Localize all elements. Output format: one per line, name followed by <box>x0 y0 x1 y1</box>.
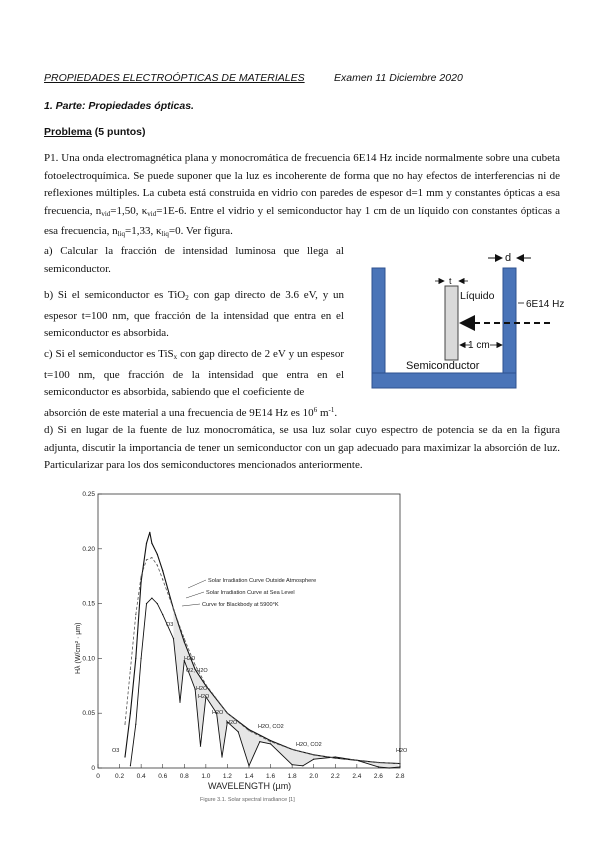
qc-sup-1: 6 <box>313 405 318 414</box>
y-tick-label: 0.15 <box>82 600 95 608</box>
series-point-1 <box>157 554 158 555</box>
glass-wall-left <box>372 268 385 388</box>
series-point-2 <box>259 741 260 742</box>
x-tick-label: 0.6 <box>158 773 168 780</box>
absorption-annotation: H2O <box>196 686 208 692</box>
x-tick-label: 0 <box>96 773 100 780</box>
absorption-annotation: H2O, CO2 <box>296 742 322 748</box>
series-point-2 <box>141 658 142 659</box>
semiconductor-label: Semiconductor <box>406 360 480 372</box>
series-point-2 <box>135 724 136 725</box>
p1-text-1: P1. Una onda electromagnética plana y monocromática de frecuencia 6E14 Hz incide normalmente sobre una cubeta fotoelectroquímica. Se puede suponer que la luz es incoherente de forma que no hay efectos de interferencias ni de reflexiones múltiples. La cubeta está construida en vidrio con paredes de espesor d=1 mm y constantes ópticas a esa frecuencia, n <box>44 152 560 217</box>
series-point-2 <box>335 756 336 757</box>
series-point-3 <box>151 557 152 558</box>
absorption-annotation: O3 <box>112 748 120 754</box>
x-tick-label: 0.2 <box>115 773 125 780</box>
x-tick-label: 2.4 <box>352 773 362 780</box>
series-point-2 <box>270 743 271 744</box>
absorption-annotation: O3 <box>166 622 174 628</box>
series-point-2 <box>130 765 131 766</box>
series-point-3 <box>135 614 136 615</box>
series-point-3 <box>173 609 174 610</box>
series-point-1 <box>130 713 131 714</box>
x-tick-label: 0.4 <box>136 773 146 780</box>
problem-statement <box>44 150 560 244</box>
p1-sub-4: liq <box>161 230 169 239</box>
p1-text-5: =0. Ver figura. <box>168 225 233 238</box>
series-point-2 <box>173 638 174 639</box>
series-point-1 <box>146 543 147 544</box>
x-tick-label: 2.0 <box>309 773 319 780</box>
problem-points: (5 puntos) <box>94 126 146 138</box>
qc-text-1: c) Si el semiconductor es TiS <box>44 348 174 360</box>
series-point-3 <box>130 669 131 670</box>
exam-date: Examen 11 Diciembre 2020 <box>334 72 463 84</box>
series-point-1 <box>149 532 150 533</box>
series-point-2 <box>221 756 222 757</box>
section-title: 1. Parte: Propiedades ópticas. <box>44 100 194 112</box>
qc-last-line <box>44 402 384 423</box>
series-point-3 <box>399 763 400 764</box>
absorption-annotation: H2O <box>226 720 238 726</box>
chart-caption: Figure 3.1. Solar spectral irradiance [1] <box>200 797 295 803</box>
series-point-1 <box>184 641 185 642</box>
problem-title: Problema <box>44 126 92 138</box>
liquid-label: Líquido <box>460 290 495 302</box>
absorption-annotation: O2, H2O <box>186 668 208 674</box>
legend-leader <box>182 604 200 606</box>
series-point-2 <box>389 767 390 768</box>
semiconductor-plate <box>445 286 458 360</box>
question-d: d) Si en lugar de la fuente de luz monocromática, se usa luz solar cuyo espectro de potencia se da en la figura adjunta, discutir la importancia de tener un semiconductor con un gap adecuado para maximizar la absorción de luz. Particularizar para los dos semiconductores mencionados anteriormente. <box>44 424 560 472</box>
question-c <box>44 346 344 422</box>
series-point-3 <box>157 565 158 566</box>
qc-sup-2: -1 <box>328 405 335 414</box>
x-tick-label: 1.4 <box>244 773 254 780</box>
series-point-2 <box>248 765 249 766</box>
legend-entry: Solar Irradiation Curve at Sea Level <box>206 590 295 596</box>
series-point-3 <box>313 754 314 755</box>
x-tick-label: 1.2 <box>222 773 232 780</box>
series-point-3 <box>356 760 357 761</box>
solar-spectrum-chart <box>68 484 418 800</box>
t-label: t <box>449 276 452 286</box>
series-line-3 <box>125 558 400 764</box>
legend-entry: Curve for Blackbody at 5900°K <box>202 602 279 608</box>
x-tick-label: 2.6 <box>373 773 383 780</box>
x-tick-label: 2.8 <box>395 773 405 780</box>
qc-text-5: . <box>334 406 338 419</box>
series-point-2 <box>302 765 303 766</box>
x-tick-label: 1.6 <box>266 773 276 780</box>
question-b <box>44 287 344 343</box>
series-point-3 <box>335 758 336 759</box>
y-tick-label: 0 <box>91 765 95 772</box>
series-point-3 <box>248 730 249 731</box>
glass-wall-right <box>503 268 516 388</box>
y-tick-label: 0.20 <box>82 545 95 553</box>
legend-leader <box>188 580 206 588</box>
qc-text-4: m <box>317 406 329 419</box>
absorption-annotation: H2O <box>396 748 408 754</box>
series-point-2 <box>162 614 163 615</box>
course-title: PROPIEDADES ELECTROÓPTICAS DE MATERIALES <box>44 72 305 84</box>
qc-text-3: absorción de este material a una frecuencia de 9E14 Hz es 10 <box>44 406 314 419</box>
glass-bottom <box>372 373 516 388</box>
series-point-2 <box>179 702 180 703</box>
cell-diagram <box>360 246 590 394</box>
series-point-3 <box>378 762 379 763</box>
series-point-2 <box>200 746 201 747</box>
qc-sub-1: x <box>173 353 178 361</box>
series-point-2 <box>399 766 400 767</box>
series-point-3 <box>146 559 147 560</box>
x-tick-label: 1.8 <box>287 773 297 780</box>
series-point-2 <box>313 759 314 760</box>
chart-x-label: WAVELENGTH (µm) <box>208 781 292 791</box>
x-tick-label: 0.8 <box>179 773 189 780</box>
x-tick-label: 1.0 <box>201 773 211 780</box>
question-a: a) Calcular la fracción de intensidad luminosa que llega al semiconductor. <box>44 245 344 275</box>
series-point-3 <box>270 741 271 742</box>
series-point-3 <box>292 749 293 750</box>
problem-heading <box>44 126 146 138</box>
series-point-1 <box>248 729 249 730</box>
legend-entry: Solar Irradiation Curve Outside Atmosphere <box>208 578 317 584</box>
qb-text-2: con gap directo de 3.6 eV, y un espesor t=100 nm, que fracción de la intensidad que entra en el semiconductor es absorbida. <box>44 289 344 340</box>
series-point-2 <box>378 766 379 767</box>
absorption-annotation: H2O <box>198 694 210 700</box>
plot-frame <box>98 494 400 768</box>
absorption-annotation: H2O <box>212 710 224 716</box>
series-point-1 <box>124 756 125 757</box>
p1-sub-1: vid <box>101 209 111 218</box>
series-point-3 <box>227 713 228 714</box>
series-point-2 <box>151 598 152 599</box>
series-point-2 <box>157 603 158 604</box>
qb-text-1: b) Si el semiconductor es TiO <box>44 289 186 301</box>
series-point-3 <box>184 638 185 639</box>
y-tick-label: 0.25 <box>82 491 95 498</box>
series-point-2 <box>146 603 147 604</box>
series-point-3 <box>195 664 196 665</box>
series-point-3 <box>141 576 142 577</box>
p1-text-4: =1,33, κ <box>124 225 162 238</box>
series-point-3 <box>124 724 125 725</box>
series-point-2 <box>292 764 293 765</box>
qc-text-2: con gap directo de 2 eV y un espesor t=100 nm, que fracción de la intensidad que entra en el semiconductor es absorbida, sabiendo que el coeficiente de <box>44 348 344 399</box>
series-point-2 <box>238 731 239 732</box>
p1-sub-3: liq <box>117 230 125 239</box>
x-tick-label: 2.2 <box>330 773 340 780</box>
frequency-label: 6E14 Hz <box>526 299 565 310</box>
series-point-1 <box>135 658 136 659</box>
absorption-annotation: H2O, CO2 <box>258 724 284 730</box>
series-point-1 <box>162 570 163 571</box>
p1-text-3: =1E-6. Entre el vidrio y el semiconductor hay 1 cm de un líquido con constantes ópticas a esa frecuencia, n <box>44 204 561 238</box>
chart-y-label: Hλ (W/cm² · µm) <box>75 622 82 674</box>
series-point-1 <box>270 740 271 741</box>
y-tick-label: 0.10 <box>82 655 95 663</box>
d-label: d <box>505 252 512 264</box>
series-point-3 <box>162 579 163 580</box>
qb-sub-1: 2 <box>185 294 189 302</box>
p1-text-2: =1,50, κ <box>110 204 148 217</box>
p1-sub-2: vid <box>147 209 157 218</box>
absorption-annotation: H2O <box>184 656 196 662</box>
series-point-1 <box>151 543 152 544</box>
cm-label: 1 cm <box>468 340 490 351</box>
y-tick-label: 0.05 <box>82 710 95 718</box>
legend-leader <box>186 592 204 598</box>
